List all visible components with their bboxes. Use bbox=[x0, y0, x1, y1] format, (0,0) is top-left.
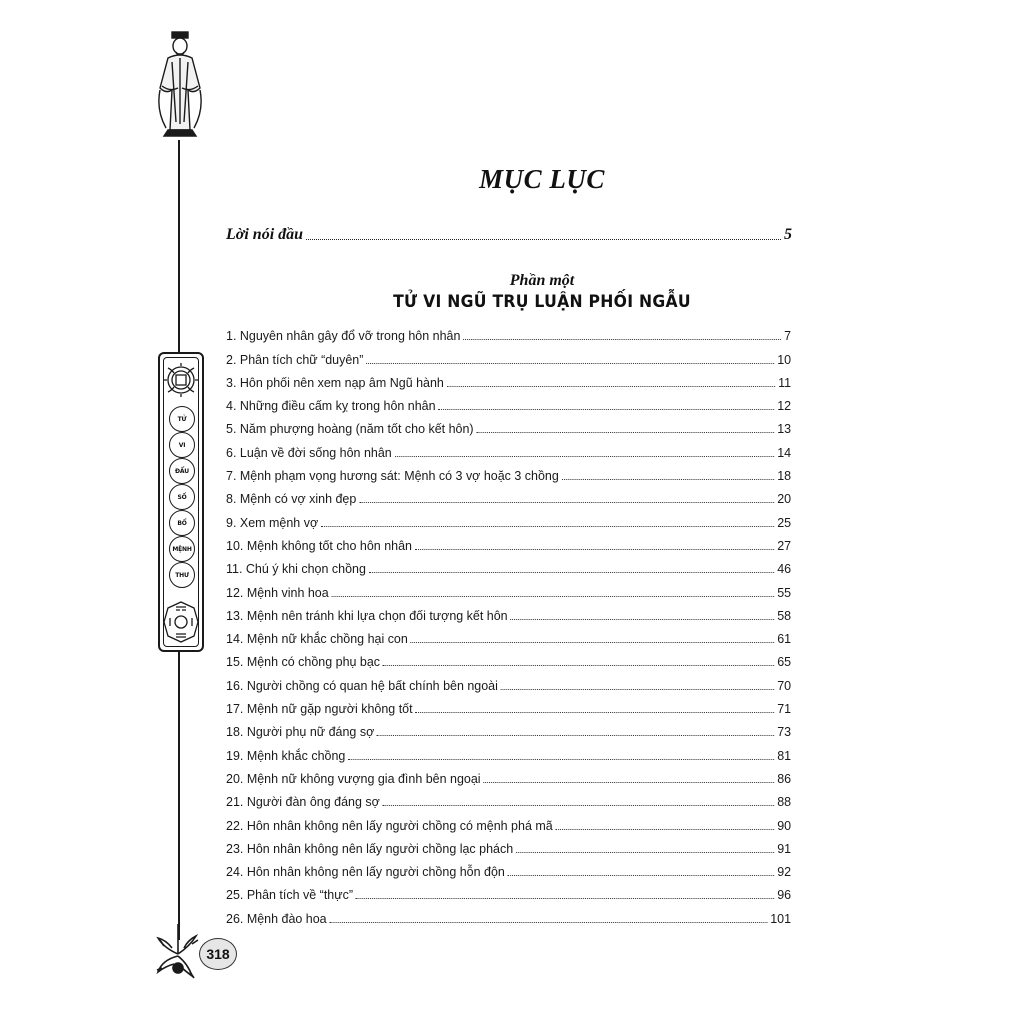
toc-entry-page: 46 bbox=[777, 561, 792, 577]
leader-dots bbox=[395, 456, 775, 457]
toc-entry-page: 25 bbox=[777, 514, 792, 530]
toc-entry-number: 25. bbox=[226, 887, 247, 903]
toc-entry-title: Mệnh phạm vọng hương sát: Mệnh có 3 vợ hoặc 3 chồng bbox=[239, 468, 559, 484]
toc-entry-title: Người phụ nữ đáng sợ bbox=[246, 724, 375, 740]
toc-entry-number: 16. bbox=[226, 677, 247, 693]
toc-entry-page: 7 bbox=[784, 328, 792, 344]
leader-dots bbox=[366, 363, 774, 364]
toc-entry bbox=[226, 413, 791, 436]
margin-title-word: SỐ bbox=[177, 493, 187, 501]
toc-entry-page: 86 bbox=[777, 770, 792, 786]
toc-entry bbox=[226, 600, 791, 623]
toc-entry bbox=[226, 460, 791, 483]
toc-entry-title: Mệnh có chồng phụ bạc bbox=[246, 654, 381, 670]
toc-entry bbox=[226, 879, 791, 902]
toc-entry-number: 26. bbox=[226, 910, 247, 926]
toc-entry-page: 81 bbox=[777, 747, 792, 763]
toc-entry-page: 73 bbox=[777, 724, 792, 740]
toc-entry-title: Mệnh nên tránh khi lựa chọn đối tượng kết hôn bbox=[246, 607, 508, 623]
margin-title-word-circle bbox=[169, 536, 195, 562]
toc-entry-number: 1. bbox=[226, 328, 240, 344]
toc-entry-number: 21. bbox=[226, 794, 247, 810]
toc-entry bbox=[226, 483, 791, 506]
leader-dots bbox=[516, 852, 774, 853]
leader-dots bbox=[377, 735, 774, 736]
toc-entry-title: Hôn phối nên xem nạp âm Ngũ hành bbox=[239, 374, 444, 390]
toc-entry-number: 22. bbox=[226, 817, 247, 833]
toc-entry-number: 15. bbox=[226, 654, 247, 670]
toc-entry-page: 12 bbox=[777, 398, 792, 414]
part-label: Phần một bbox=[509, 272, 575, 289]
leader-dots bbox=[369, 572, 775, 573]
toc-entry bbox=[226, 646, 791, 669]
margin-title-word: BỔ bbox=[177, 519, 187, 527]
toc-entry bbox=[226, 530, 791, 553]
leader-dots bbox=[438, 409, 774, 410]
toc-entry bbox=[226, 833, 791, 856]
toc-entry-number: 13. bbox=[226, 607, 247, 623]
ornament-emblem-icon bbox=[160, 360, 202, 400]
toc-entry-title: Hôn nhân không nên lấy người chồng hỗn độn bbox=[246, 864, 505, 880]
toc-entry-page: 90 bbox=[777, 817, 792, 833]
toc-entry-number: 18. bbox=[226, 724, 247, 740]
toc-entry-page: 91 bbox=[777, 840, 792, 856]
leader-dots bbox=[483, 782, 774, 783]
toc-list bbox=[226, 320, 792, 926]
toc-entry-title: Hôn nhân không nên lấy người chồng có mệnh phá mã bbox=[246, 817, 553, 833]
leader-dots bbox=[463, 339, 781, 340]
toc-entry-title: Chú ý khi chọn chồng bbox=[245, 561, 366, 577]
toc-entry bbox=[226, 669, 791, 692]
toc-entry-page: 101 bbox=[770, 910, 792, 926]
toc-entry-number: 5. bbox=[226, 421, 240, 437]
toc-entry-page: 71 bbox=[777, 701, 792, 717]
toc-entry-title: Nguyên nhân gây đổ vỡ trong hôn nhân bbox=[239, 328, 461, 344]
part-title: TỬ VI NGŨ TRỤ LUẬN PHỐI NGẪU bbox=[393, 292, 691, 312]
toc-entry-page: 20 bbox=[777, 491, 792, 507]
toc-entry bbox=[226, 786, 791, 809]
toc-entry bbox=[226, 716, 791, 739]
toc-entry bbox=[226, 436, 791, 459]
toc-entry bbox=[226, 739, 791, 762]
leader-dots bbox=[562, 479, 775, 480]
toc-entry-title: Người đàn ông đáng sợ bbox=[246, 794, 380, 810]
toc-entry bbox=[226, 763, 791, 786]
toc-entry-title: Mệnh không tốt cho hôn nhân bbox=[246, 537, 412, 553]
toc-entry bbox=[226, 623, 791, 646]
toc-entry-number: 12. bbox=[226, 584, 247, 600]
toc-entry bbox=[226, 856, 791, 879]
toc-entry bbox=[226, 506, 791, 529]
toc-entry-page: 92 bbox=[777, 864, 792, 880]
toc-entry bbox=[226, 693, 791, 716]
toc-entry-number: 2. bbox=[226, 351, 240, 367]
margin-title-word-circle bbox=[169, 510, 195, 536]
margin-title-word: THƯ bbox=[175, 571, 189, 579]
toc-entry-page: 55 bbox=[777, 584, 792, 600]
leader-dots bbox=[348, 759, 774, 760]
toc-entry-title: Luận về đời sống hôn nhân bbox=[239, 444, 392, 460]
leader-dots bbox=[332, 596, 775, 597]
toc-entry-number: 7. bbox=[226, 468, 240, 484]
toc-title: MỤC LỤC bbox=[479, 164, 605, 194]
toc-entry-title: Mệnh vinh hoa bbox=[246, 584, 329, 600]
margin-title-word: MỆNH bbox=[172, 545, 192, 553]
preface-label: Lời nói đầu bbox=[226, 226, 304, 243]
leader-dots bbox=[415, 712, 774, 713]
toc-entry-page: 65 bbox=[777, 654, 792, 670]
toc-entry-number: 23. bbox=[226, 840, 247, 856]
toc-entry-page: 96 bbox=[777, 887, 792, 903]
toc-entry-page: 13 bbox=[777, 421, 792, 437]
toc-entry-number: 6. bbox=[226, 444, 240, 460]
toc-entry-title: Phân tích về “thực” bbox=[246, 887, 353, 903]
leader-dots bbox=[330, 922, 768, 923]
toc-entry-number: 24. bbox=[226, 864, 247, 880]
toc-entry-page: 11 bbox=[778, 374, 792, 390]
toc-entry-page: 70 bbox=[777, 677, 792, 693]
margin-title-word: ĐẨU bbox=[175, 467, 189, 475]
toc-entry-title: Mệnh có vợ xinh đẹp bbox=[239, 491, 357, 507]
preface-page: 5 bbox=[784, 226, 792, 243]
toc-entry bbox=[226, 576, 791, 599]
page-number-badge bbox=[199, 938, 237, 970]
toc-entry-title: Mệnh nữ không vượng gia đình bên ngoại bbox=[246, 770, 481, 786]
margin-title-word-circle bbox=[169, 432, 195, 458]
bagua-trigram-icon bbox=[160, 598, 202, 646]
toc-entry-page: 88 bbox=[777, 794, 792, 810]
toc-entry-page: 14 bbox=[777, 444, 792, 460]
toc-entry-title: Hôn nhân không nên lấy người chồng lạc phách bbox=[246, 840, 514, 856]
leader-dots bbox=[306, 239, 781, 240]
toc-entry-title: Mệnh nữ gặp người không tốt bbox=[246, 701, 413, 717]
leader-dots bbox=[447, 386, 775, 387]
toc-entry-page: 27 bbox=[777, 537, 792, 553]
leader-dots bbox=[508, 875, 775, 876]
toc-entry-number: 8. bbox=[226, 491, 240, 507]
leader-dots bbox=[415, 549, 774, 550]
toc-entry-number: 3. bbox=[226, 374, 240, 390]
toc-entry-title: Những điều cấm kỵ trong hôn nhân bbox=[239, 398, 436, 414]
leader-dots bbox=[356, 898, 774, 899]
leader-dots bbox=[411, 642, 775, 643]
toc-entry-title: Mệnh đào hoa bbox=[246, 910, 327, 926]
toc-entry-page: 58 bbox=[777, 607, 792, 623]
toc-entry-number: 4. bbox=[226, 398, 240, 414]
preface-entry bbox=[226, 224, 792, 244]
toc-entry bbox=[226, 809, 791, 832]
leader-dots bbox=[556, 829, 775, 830]
toc-entry-number: 19. bbox=[226, 747, 247, 763]
toc-entry-title: Người chồng có quan hệ bất chính bên ngoài bbox=[246, 677, 498, 693]
toc-entry bbox=[226, 902, 791, 925]
toc-entry-number: 9. bbox=[226, 514, 240, 530]
toc-entry bbox=[226, 553, 791, 576]
toc-entry-number: 17. bbox=[226, 701, 247, 717]
page-number: 318 bbox=[206, 946, 230, 962]
toc-entry-page: 18 bbox=[777, 468, 792, 484]
leader-dots bbox=[501, 689, 775, 690]
margin-title-word-circle bbox=[169, 458, 195, 484]
toc-entry-number: 10. bbox=[226, 537, 247, 553]
margin-title-word: VI bbox=[178, 441, 186, 449]
leader-dots bbox=[383, 665, 774, 666]
leader-dots bbox=[476, 432, 774, 433]
toc-entry-title: Mệnh nữ khắc chồng hại con bbox=[246, 631, 408, 647]
toc-entry-title: Mệnh khắc chồng bbox=[246, 747, 346, 763]
scholar-figure-illustration bbox=[150, 28, 210, 140]
toc-entry bbox=[226, 343, 791, 366]
toc-entry bbox=[226, 320, 791, 343]
toc-entry-number: 11. bbox=[226, 561, 246, 577]
margin-title-word-circle bbox=[169, 562, 195, 588]
margin-title-word-circle bbox=[169, 484, 195, 510]
margin-book-title-panel bbox=[158, 352, 204, 652]
toc-entry-number: 14. bbox=[226, 631, 247, 647]
toc-entry-number: 20. bbox=[226, 770, 247, 786]
toc-entry-page: 61 bbox=[777, 631, 792, 647]
toc-entry-title: Năm phượng hoàng (năm tốt cho kết hôn) bbox=[239, 421, 474, 437]
margin-title-word-circle bbox=[169, 406, 195, 432]
toc-entry-title: Xem mệnh vợ bbox=[239, 514, 319, 530]
margin-title-word: TỬ bbox=[177, 415, 187, 423]
toc-entry-title: Phân tích chữ “duyên” bbox=[239, 351, 364, 367]
toc-entry bbox=[226, 367, 791, 390]
toc-entry-page: 10 bbox=[777, 351, 792, 367]
leader-dots bbox=[383, 805, 775, 806]
leader-dots bbox=[359, 502, 774, 503]
toc-entry bbox=[226, 390, 791, 413]
leader-dots bbox=[510, 619, 774, 620]
leader-dots bbox=[321, 526, 774, 527]
